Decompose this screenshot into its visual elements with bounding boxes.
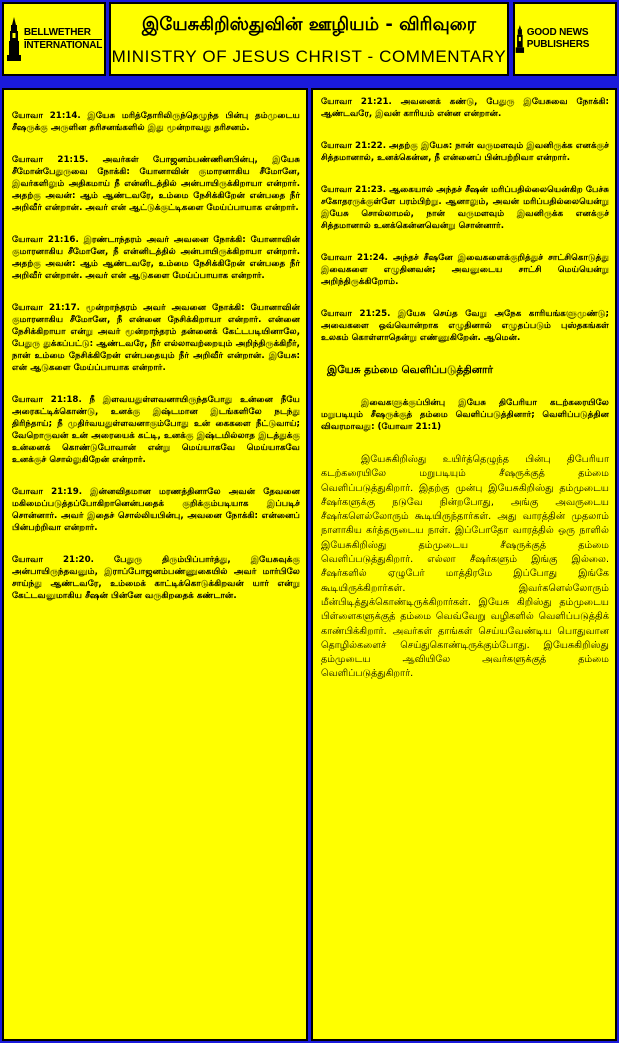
page-title-english: MINISTRY OF JESUS CHRIST - COMMENTARY bbox=[111, 47, 507, 66]
logo-left-line2: INTERNATIONAL bbox=[23, 39, 103, 51]
section-heading: இயேசு தம்மை வெளிப்படுத்தினார் bbox=[327, 364, 493, 376]
page-title-box bbox=[109, 2, 509, 76]
left-column bbox=[2, 88, 308, 1041]
right-column bbox=[311, 88, 617, 1041]
verse-21-14: யோவா 21:14. இயேசு மரித்தோரிலிருந்தெழுந்த பின்பு தம்முடைய சீஷருக்கு அருளின தரிசனங்களில் இது மூன்றாவது தரிசனம். bbox=[12, 111, 300, 133]
tower-icon bbox=[515, 19, 525, 59]
good-news-publishers-logo bbox=[513, 2, 617, 76]
verse-21-18: யோவா 21:18. நீ இளவயதுள்ளவனாயிருந்தபோது உன்னை நீயே அரைகட்டிக்கொண்டு, உனக்கு இஷ்டமான இடங்களிலே நடந்து திரிந்தாய்; நீ முதிர்வயதுள்ளவனாகும்போது உன் கைகளை நீட்டுவாய்; வேறொருவன் உன் அரையைக் கட்டி, உனக்கு இஷ்டமில்லாத இடத்துக்கு உன்னைக் கொண்டுபோவான் என்று மெய்யாகவே மெய்யாகவே உனக்குச் சொல்லுகிறேன் என்றார். bbox=[12, 395, 300, 465]
page-title-tamil: இயேசுகிறிஸ்துவின் ஊழியம் - விரிவுரை bbox=[141, 14, 477, 35]
logo-right-line1: GOOD NEWS bbox=[526, 27, 589, 38]
bell-tower-icon bbox=[6, 17, 22, 61]
verse-21-21: யோவா 21:21. அவனைக் கண்டு, பேதுரு இயேசுவை நோக்கி: ஆண்டவரே, இவன் காரியம் என்ன என்றான். bbox=[321, 97, 609, 119]
commentary-paragraph: இயேசுகிறிஸ்து உயிர்த்தெழுந்த பின்பு திபேரியா கடற்கரையிலே மறுபடியும் சீஷருக்குத் தம்மை வெளிப்படுத்துகிறார். இதற்கு முன்பு இயேசுகிறிஸ்து தம்முடைய சீஷர்களுக்கு நடுவே நின்றபோது, அங்கு அவருடைய சீஷர்களெல்லோரும் கூடியிருந்தார்கள். அது வாரத்தின் முதலாம் நாளாகிய கர்த்தருடைய நாள். இப்போதோ வாரத்தில் ஒரு நாளில் இயேசுகிறிஸ்து தம்முடைய சீஷருக்குத் தம்மை வெளிப்படுத்துகிறார். எல்லா சீஷர்களும் இங்கு இல்லை. சீஷர்களில் ஏழுபேர் மாத்திரமே இப்போது இங்கே கூடியிருக்கிறார்கள். இவர்களெல்லோரும் மீன்பிடித்துக்கொண்டிருக்கிறார்கள். இயேசு கிறிஸ்து தம்முடைய பிள்ளைகளுக்குத் தம்மை வெவ்வேறு வழிகளில் வெளிப்படுத்திக் காண்பிக்கிறார். அவர்கள் தாங்கள் செய்யவேண்டிய பொதுவான தொழில்களைச் செய்துகொண்டிருக்கும்போது. இயேசுகிறிஸ்து தம்முடைய ஆவியிலே அவர்களுக்குத் தம்மை வெளிப்படுத்துகிறார். bbox=[321, 454, 609, 680]
intro-paragraph: இவைகளுக்குப்பின்பு இயேசு திபேரியா கடற்கரையிலே மறுபடியும் சீஷருக்குத் தம்மை வெளிப்படுத்தினார்; வெளிப்படுத்தின விவரமாவது: (யோவா 21:1) bbox=[321, 398, 609, 432]
logo-left-line1: BELLWETHER bbox=[23, 26, 91, 38]
verse-21-20: யோவா 21:20. பேதுரு திரும்பிப்பார்த்து, இயேசுவுக்கு அன்பாயிருந்தவனும், இராப்போஜனம்பண்ணுகையில் அவர் மார்பிலே சாய்ந்து ஆண்டவரே, உம்மைக் காட்டிக்கொடுக்கிறவன் யார் என்று கேட்டவனுமாகிய சீஷன் பின்னே வருகிறதைக் கண்டான். bbox=[12, 555, 300, 601]
verse-21-16: யோவா 21:16. இரண்டாந்தரம் அவர் அவனை நோக்கி: யோனாவின் குமாரனாகிய சீமோனே, நீ என்னிடத்தில் அன்பாயிருக்கிறாயா என்றார். அதற்கு அவன்: ஆம் ஆண்டவரே, உம்மை நேசிக்கிறேன் என்பதை நீர் அறிவீர் என்றான். அவர் என் ஆடுகளை மேய்ப்பாயாக என்றார். bbox=[12, 235, 300, 281]
logo-right-line2: PUBLISHERS bbox=[526, 39, 590, 50]
verse-21-15: யோவா 21:15. அவர்கள் போஜனம்பண்ணினபின்பு, இயேசு சீமோன்பேதுருவை நோக்கி: யோனாவின் குமாரனாகிய சீமோனே, இவர்களிலும் அதிகமாய் நீ என்னிடத்தில் அன்பாயிருக்கிறாயா என்றார். அதற்கு அவன்: ஆம் ஆண்டவரே, உம்மை நேசிக்கிறேன் என்பதை நீர் அறிவீர் என்றான். அவர் என் ஆட்டுக்குட்டிகளை மேய்ப்பாயாக என்றார். bbox=[12, 155, 300, 213]
verse-21-22: யோவா 21:22. அதற்கு இயேசு: நான் வருமளவும் இவனிருக்க எனக்குச் சித்தமானால், உனக்கென்ன, நீ என்னைப் பின்பற்றிவா என்றார். bbox=[321, 141, 609, 163]
verse-21-23: யோவா 21:23. ஆகையால் அந்தச் சீஷன் மரிப்பதில்லையென்கிற பேச்சு சகோதரருக்குள்ளே பரம்பிற்று. ஆனாலும், அவன் மரிப்பதில்லையென்று இயேசு சொல்லாமல், நான் வருமளவும் இவனிருக்க எனக்குச் சித்தமானால் உனக்கென்னவென்று சொன்னார். bbox=[321, 185, 609, 231]
verse-21-17: யோவா 21:17. மூன்றாந்தரம் அவர் அவனை நோக்கி: யோனாவின் குமாரனாகிய சீமோனே, நீ என்னை நேசிக்கிறாயா என்றார். என்னை நேசிக்கிறாயா என்று அவர் மூன்றாந்தரம் தன்னைக் கேட்டபடியினாலே, பேதுரு துக்கப்பட்டு: ஆண்டவரே, நீர் எல்லாவற்றையும் அறிந்திருக்கிறீர், நான் உம்மை நேசிக்கிறேன் என்பதையும் நீர் அறிவீர் என்றான். இயேசு: என் ஆடுகளை மேய்ப்பாயாக என்றார். bbox=[12, 303, 300, 373]
bellwether-logo bbox=[2, 2, 106, 76]
verse-21-25: யோவா 21:25. இயேசு செய்த வேறு அநேக காரியங்களுமுண்டு; அவைகளை ஒவ்வொன்றாக எழுதினால் எழுதப்படும் புஸ்தகங்கள் உலகம் கொள்ளாதென்று எண்ணுகிறேன். ஆமென். bbox=[321, 309, 609, 343]
verse-21-19: யோவா 21:19. இன்னவிதமான மரணத்தினாலே அவன் தேவனை மகிமைப்படுத்தப்போகிறானென்பதைக் குறிக்கும்படியாக இப்படிச் சொன்னார். அவர் இதைச் சொல்லியபின்பு, அவனை நோக்கி: என்னைப் பின்பற்றிவா என்றார். bbox=[12, 487, 300, 533]
verse-21-24: யோவா 21:24. அந்தச் சீஷனே இவைகளைக்குறித்துச் சாட்சிகொடுத்து இவைகளை எழுதினவன்; அவனுடைய சாட்சி மெய்யென்று அறிந்திருக்கிறோம். bbox=[321, 253, 609, 287]
